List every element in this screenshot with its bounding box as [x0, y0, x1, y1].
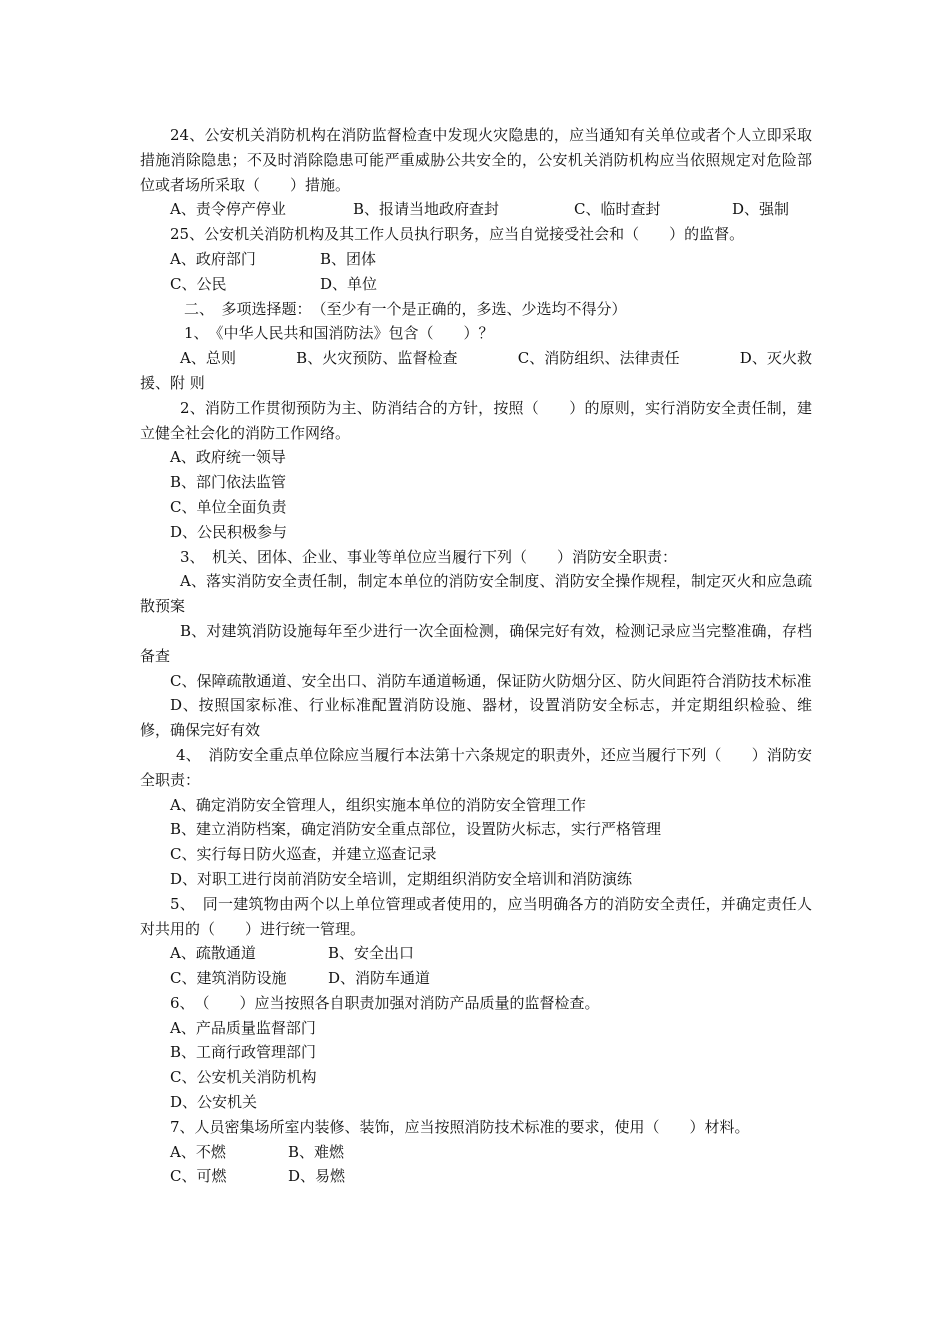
multi-5-options-row2 [140, 966, 812, 991]
option-b: B、安全出口 [328, 944, 415, 963]
multi-7-options-row2 [140, 1164, 812, 1189]
multi-7-options-row1 [140, 1140, 812, 1165]
multi-6-option-a: A、产品质量监督部门 [170, 1018, 316, 1037]
multi-3-option-d: D、按照国家标准、行业标准配置消防设施、器材，设置消防安全标志，并定期组织检验、维修，确保完好有效 [140, 696, 812, 740]
multi-1-stem: 1、 《中华人民共和国消防法》包含（ ）？ [184, 324, 494, 343]
option-a: A、政府部门 [170, 249, 256, 268]
option-b: B、团体 [320, 249, 377, 268]
option-c: C、临时查封 [574, 200, 661, 219]
multi-4-option-b: B、建立消防档案，确定消防安全重点部位，设置防火标志，实行严格管理 [170, 820, 662, 839]
multi-6-stem: 6、 （ ）应当按照各自职责加强对消防产品质量的监督检查。 [170, 993, 600, 1012]
option-b: B、报请当地政府查封 [353, 200, 500, 219]
option-a: A、责令停产停业 [170, 200, 286, 219]
multi-2-option-c: C、单位全面负责 [170, 497, 287, 516]
multi-2-option-a: A、政府统一领导 [170, 448, 286, 467]
option-d: D、消防车通道 [328, 969, 431, 988]
option-b: B、难燃 [288, 1142, 345, 1161]
option-c: C、可燃 [170, 1167, 227, 1186]
multi-7-stem: 7、人员密集场所室内装修、装饰，应当按照消防技术标准的要求，使用（ ）材料。 [170, 1117, 750, 1136]
question-25-options-row1 [140, 247, 812, 272]
multi-6-option-d: D、公安机关 [170, 1093, 258, 1112]
option-c: C、公民 [170, 274, 227, 293]
multi-3-stem: 3、 机关、团体、企业、事业等单位应当履行下列（ ）消防安全职责： [180, 547, 678, 566]
option-a: A、不燃 [170, 1142, 226, 1161]
multi-5-stem: 5、 同一建筑物由两个以上单位管理或者使用的，应当明确各方的消防安全责任，并确定责任人对共用的（ ）进行统一管理。 [140, 894, 812, 938]
multi-3-option-a: A、落实消防安全责任制，制定本单位的消防安全制度、消防安全操作规程，制定灭火和应急疏散预案 [140, 572, 812, 616]
option-c: C、建筑消防设施 [170, 969, 287, 988]
question-25-stem: 25、公安机关消防机构及其工作人员执行职务，应当自觉接受社会和（ ）的监督。 [170, 225, 745, 244]
multi-2-option-d: D、公民积极参与 [170, 522, 288, 541]
question-25-options-row2 [140, 272, 812, 297]
option-d: D、单位 [320, 274, 378, 293]
question-24-stem: 24、公安机关消防机构在消防监督检查中发现火灾隐患的，应当通知有关单位或者个人立即采取措施消除隐患；不及时消除隐患可能严重威胁公共安全的，公安机关消防机构应当依照规定对危险部位或者场所采取（ ）措施。 [140, 126, 812, 194]
multi-4-option-c: C、实行每日防火巡查，并建立巡查记录 [170, 845, 437, 864]
option-d: D、强制 [732, 200, 790, 219]
question-24-options [140, 197, 812, 222]
option-d: D、易燃 [288, 1167, 346, 1186]
multi-4-stem: 4、 消防安全重点单位除应当履行本法第十六条规定的职责外，还应当履行下列（ ）消防安全职责： [140, 745, 812, 789]
multi-2-option-b: B、部门依法监管 [170, 473, 287, 492]
multi-1-options: A、总则 B、火灾预防、监督检查 C、消防组织、法律责任 D、灭火救援、附 则 [140, 349, 812, 392]
section-2-title: 二、 多项选择题： （至少有一个是正确的，多选、少选均不得分） [184, 299, 627, 318]
multi-4-option-a: A、确定消防安全管理人，组织实施本单位的消防安全管理工作 [170, 795, 586, 814]
multi-5-options-row1 [140, 941, 812, 966]
document-body [140, 123, 812, 1189]
multi-6-option-c: C、公安机关消防机构 [170, 1068, 317, 1087]
multi-2-stem: 2、消防工作贯彻预防为主、防消结合的方针，按照（ ）的原则，实行消防安全责任制，建立健全社会化的消防工作网络。 [140, 398, 812, 442]
multi-6-option-b: B、工商行政管理部门 [170, 1043, 317, 1062]
multi-3-option-c: C、保障疏散通道、安全出口、消防车通道畅通，保证防火防烟分区、防火间距符合消防技术标准 [170, 671, 812, 690]
option-a: A、疏散通道 [170, 944, 256, 963]
multi-4-option-d: D、对职工进行岗前消防安全培训，定期组织消防安全培训和消防演练 [170, 869, 633, 888]
multi-3-option-b: B、对建筑消防设施每年至少进行一次全面检测，确保完好有效，检测记录应当完整准确，存档备查 [140, 621, 812, 665]
